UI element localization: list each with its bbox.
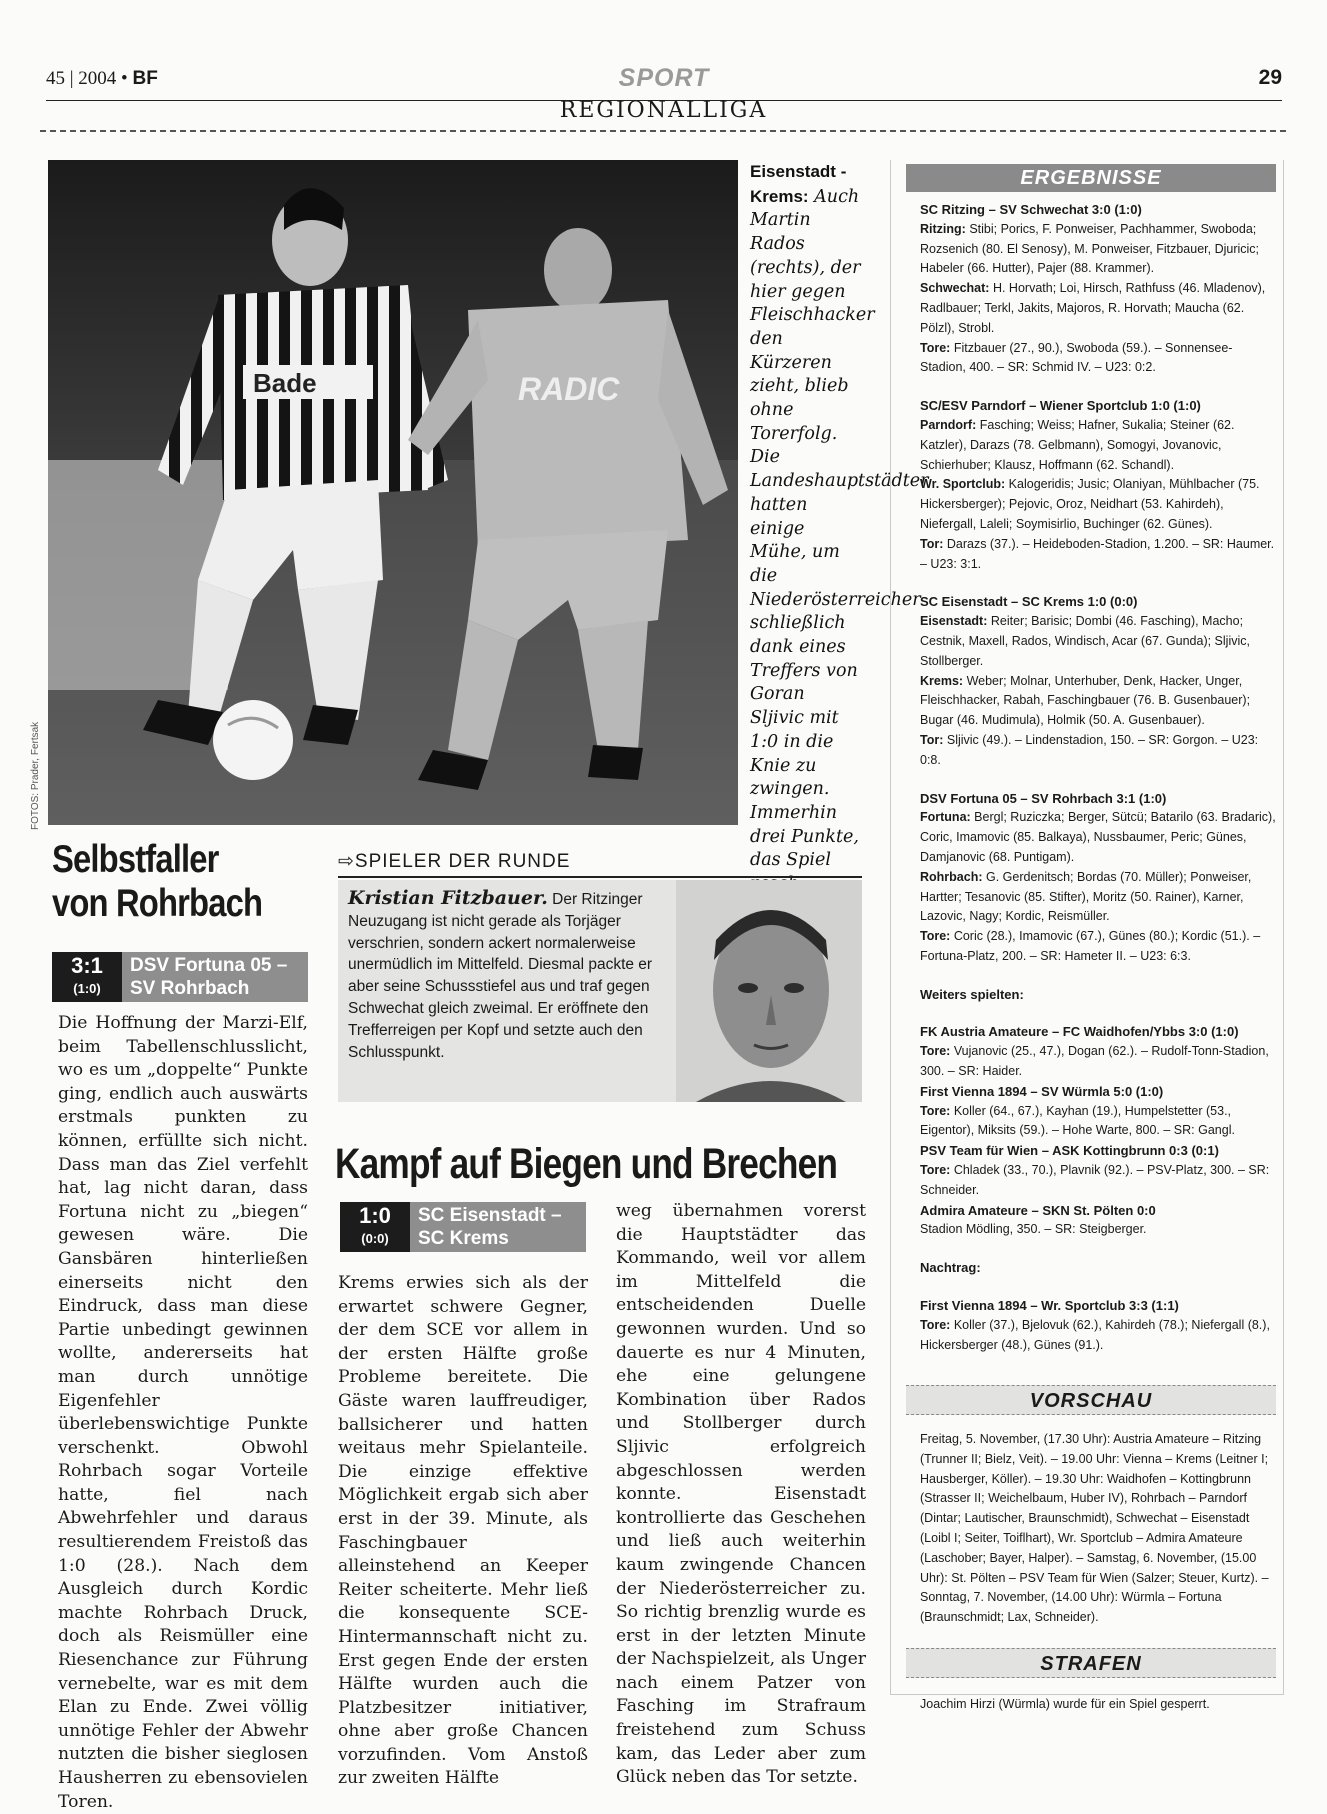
player-portrait (676, 880, 862, 1102)
weiters-list: FK Austria Amateure – FC Waidhofen/Ybbs 3:0 (1:0) Tore: Vujanovic (25., 47.), Dogan (62.). – Rudolf-Tonn-Stadion, 300. – SR: Haider. First Vienna 1894 – SV Würmla 5:0 (1:0) Tore: Koller (64., 67.), Kayhan (19.), Humpelstetter (53., Eigentor), Miksits (59.). – Hohe Warte, 800. – SR: Gangl. PSV Team für Wien – ASK Kottingbrunn 0:3 (0:1) Tore: Chladek (33., 70.), Plavnik (92.). – PSV-Platz, 300. – SR: Schneider. Admira Amateure – SKN St. Pölten 0:0 Stadion Mödling, 350. – SR: Steigberger. (920, 1024, 1270, 1237)
vorschau-text: Freitag, 5. November, (17.30 Uhr): Austria Amateure – Ritzing (Trunner II; Bielz, Veit). – 19.00 Uhr: Vienna – Krems (Leitner I; Hausberger, Köller). – 19.30 Uhr: Waidhofen – Kottingbrunn (Strasser II; Weichelbaum, Huber IV), Rohrbach – Parndorf (Dintar; Lautischer, Braunschmidt), Schwechat – Eisenstadt (Loibl I; Seiter, Toiflhart), Wr. Sportclub – Admira Amateure (Laschober; Bayer, Halper). – Samstag, 6. November, (15.00 Uhr): St. Pölten – PSV Team für Wien (Salzer; Steuer, Kurtz). – Sonntag, 7. November, (14.00 Uhr): Würmla – Fortuna (Braunschmidt; Lax, Schneider). (920, 1432, 1269, 1625)
shirt-sponsor-right: RADIC (518, 371, 620, 407)
article1-body: Die Hoffnung der Marzi-Elf, beim Tabellenschlusslicht, wo es um „doppelte“ Punkte ging, endlich auch auswärts erstmals punkten zu können, erfüllte sich nicht. Dass man das Ziel verfehlt hat, lag nicht daran, dass Fortuna nicht zu „biegen“ gewesen wäre. Die Gansbären hinterließen einerseits nicht den Eindruck, dass man diese Partie unbedingt gewinnen wollte, andererseits hat man durch unnötige Eigenfehler überlebenswichtige Punkte verschenkt. Obwohl Rohrbach sogar Vorteile hatte, fiel nach Abwehrfehler und daraus resultierendem Freistoß das 1:0 (28.). Nach dem Ausgleich durch Kordic machte Rohrbach Druck, doch als Reismüller eine Riesenchance zur Führung vernebelte, war es mit dem Elan zu Ende. Zwei völlig unnötige Fehler der Abwehr nutzten die bisher sieglosen Hausherren zu ebensovielen Toren. (58, 1013, 308, 1812)
article2-score: 1:0 (0:0) (340, 1202, 410, 1252)
caption-lead: Eisenstadt - Krems: (750, 162, 847, 206)
subsection-title: REGIONALLIGA (559, 98, 768, 123)
result-block: DSV Fortuna 05 – SV Rohrbach 3:1 (1:0) Fortuna: Bergl; Ruziczka; Berger, Sütcü; Batarilo (63. Bradaric), Coric, Imamovic (85. Balkaya), Nussbaumer, Peric; Günes, Damjanovic (68. Puntigam). Rohrbach: G. Gerdenitsch; Bordas (70. Müller); Ponweiser, Hartter; Tesanovic (85. Stifter), Moritz (50. Rainer), Karner, Lazovic, Nagy; Kordic, Reismüller. Tore: Coric (28.), Imamovic (67.), Günes (80.); Kordic (51.). – Fortuna-Platz, 200. – SR: Hameter II. – U23: 6:3. (920, 790, 1276, 963)
nachtrag: Nachtrag: (920, 1260, 981, 1276)
issue-info: 45 | 2004 • BF (46, 68, 158, 89)
strafen-text: Joachim Hirzi (Würmla) wurde für ein Spiel gesperrt. (920, 1697, 1210, 1711)
article2-scorebar (340, 1202, 586, 1252)
spieler-der-runde-box (338, 880, 862, 1102)
weiters-spielten: Weiters spielten: (920, 986, 1024, 1002)
article1-headline: Selbstfaller von Rohrbach (52, 838, 263, 925)
article2-body-col1: Krems erwies sich als der erwartet schwere Gegner, der dem SCE vor allem in der ersten Hälfte große Probleme bereitete. Die Gäste waren lauffreudiger, ballsicherer und hatten weitaus mehr Spielanteile. Die einzige effektive Möglichkeit ergab sich aber erst in der 39. Minute, als Faschingbauer alleinstehend an Keeper Reiter scheiterte. Mehr ließ die konsequente SCE-Hintermannschaft nicht zu. Erst gegen Ende der ersten Hälfte wurden auch die Platzbesitzer initiativer, ohne aber große Chancen vorzufinden. Vom Anstoß zur zweiten Hälfte (338, 1273, 588, 1789)
article1-score: 3:1 (1:0) (52, 952, 122, 1002)
article2-teams: SC Eisenstadt – SC Krems (410, 1202, 586, 1252)
dashed-divider (40, 130, 1286, 132)
vorschau-title: VORSCHAU (906, 1385, 1276, 1415)
results-title: ERGEBNISSE (906, 164, 1276, 192)
result-block: SC Eisenstadt – SC Krems 1:0 (0:0) Eisenstadt: Reiter; Barisic; Dombi (46. Fasching), Macho; Cestnik, Maxell, Rados, Windisch, Acar (67. Gunda); Sljivic, Stollberger. Krems: Weber; Molnar, Unterhuber, Denk, Hacker, Unger, Fleischhacker, Rabah, Faschingbauer (76. B. Gusenbauer); Bugar (46. Mudimula), Holmik (50. A. Gusenbauer). Tor: Sljivic (49.). – Lindenstadion, 150. – SR: Gorgon. – U23: 0:8. (920, 594, 1259, 767)
nachtrag-result: First Vienna 1894 – Wr. Sportclub 3:3 (1:1) Tore: Koller (37.), Bjelovuk (62.), Kahirdeh (78.); Niefergall (8.), Hickersberger (48.), Günes (91.). (920, 1298, 1270, 1352)
article2-headline: Kampf auf Biegen und Brechen (335, 1140, 838, 1188)
arrow-icon: ⇨ (338, 851, 355, 872)
result-block: SC/ESV Parndorf – Wiener Sportclub 1:0 (1:0) Parndorf: Fasching; Weiss; Hafner, Sukalia; Steiner (62. Katzler), Darazs (78. Gelbmann), Somogyi, Jovanovic, Schierhuber; Klausz, Hoffmann (62. Schandl). Wr. Sportclub: Kalogeridis; Jusic; Olaniyan, Mühlbacher (75. Hickersberger); Pejovic, Oroz, Neidhart (53. Kahirdeh), Niefergall, Laleli; Soymisirlio, Buchinger (62. Günes). Tor: Darazs (37.). – Heideboden-Stadion, 1.200. – SR: Haumer. – U23: 3:1. (920, 398, 1275, 571)
photo-caption (750, 160, 929, 921)
photo-credit: FOTOS: Prader, Fertsak (30, 721, 41, 830)
article1-teams: DSV Fortuna 05 – SV Rohrbach (122, 952, 308, 1002)
page-number: 29 (1258, 66, 1282, 89)
caption-text: Auch Martin Rados (rechts), der hier gegen Fleischhacker den Kürzeren zieht, blieb ohne Torerfolg. Die Landeshauptstädter hatten einige Mühe, um die Niederösterreicher schließlich dank eines Treffers von Goran Sljivic mit 1:0 in die Knie zu zwingen. Immerhin drei Punkte, das Spiel (750, 186, 929, 871)
section-name: SPORT (618, 64, 710, 92)
spieler-text: Kristian Fitzbauer. Der Ritzinger Neuzugang ist nicht gerade als Torjäger verschrien, sondern ackert normalerweise unermüdlich im Mittelfeld. Diesmal packte er aber seine Schussstiefel aus und traf gegen Schwechat gleich zweimal. Er eröffnete den Trefferreigen per Kopf und setzte auch den Schlusspunkt. (348, 887, 653, 1061)
article2-body-col2: weg übernahmen vorerst die Hauptstädter das Kommando, weil vor allem im Mittelfeld die entscheidenden Duelle gewonnen wurden. Und so dauerte es nur 4 Minuten, ehe eine gelungene Kombination über Rados und Stollberger durch Sljivic erfolgreich abgeschlossen werden konnte. Eisenstadt kontrollierte das Geschehen und ließ auch weiterhin kaum zwingende Chancen der Niederösterreicher zu. So richtig brenzlig wurde es erst in der letzten Minute der Nachspielzeit, als Unger nach einem Patzer von Fasching im Strafraum freistehend zum Schuss kam, das Leder aber zum Glück neben das Tor setzte. (616, 1201, 866, 1788)
article1-scorebar (52, 952, 308, 1002)
shirt-sponsor-left: Bade (253, 368, 317, 398)
spieler-name: Kristian Fitzbauer. (348, 887, 548, 909)
result-block: SC Ritzing – SV Schwechat 3:0 (1:0) Ritzing: Stibi; Porics, F. Ponweiser, Pachhammer, Swoboda; Rozsenich (80. El Senosy), M. Ponweiser, Fitzbauer, Djuricic; Habeler (66. Hutter), Pajer (88. Krammer). Schwechat: H. Horvath; Loi, Hirsch, Rathfuss (46. Mladenov), Radlbauer; Terkl, Jakits, Majoros, R. Horvath; Maucha (62. Pölzl), Strobl. Tore: Fitzbauer (27., 90.), Swoboda (59.). – Sonnensee-Stadion, 400. – SR: Schmid IV. – U23: 0:2. (920, 202, 1266, 375)
strafen-title: STRAFEN (906, 1648, 1276, 1678)
spieler-der-runde-label: ⇨SPIELER DER RUNDE (338, 848, 862, 878)
match-photo (48, 160, 738, 825)
page-header (46, 62, 1282, 98)
results-list (906, 200, 1276, 1355)
